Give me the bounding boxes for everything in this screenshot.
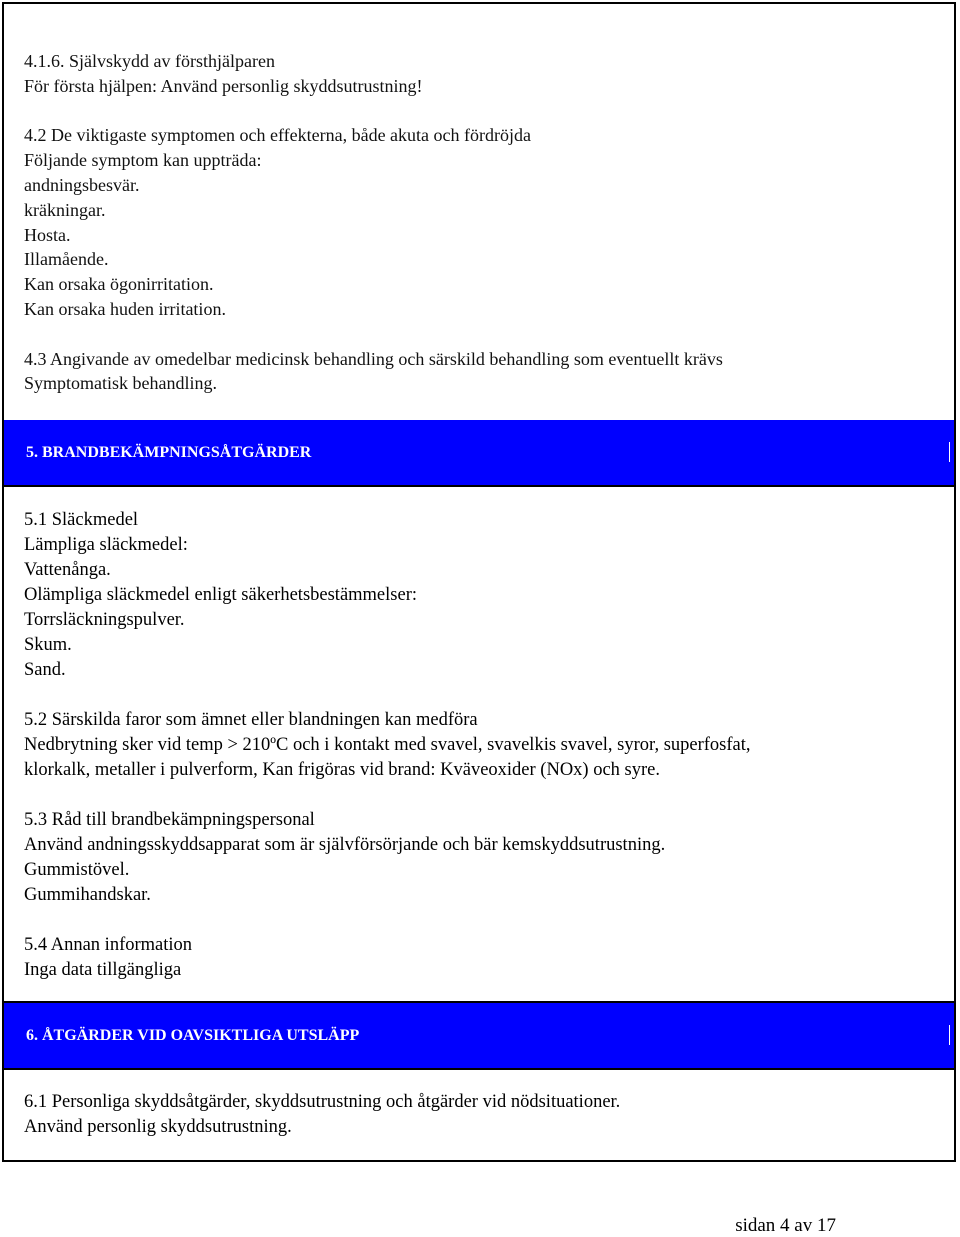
- unsuitable-extinguisher-item: Torrsläckningspulver.: [24, 610, 185, 630]
- symptom-item: Illamående.: [24, 249, 109, 270]
- section-5-content: [24, 508, 751, 983]
- section-4-3-title: 4.3 Angivande av omedelbar medicinsk behandling och särskild behandling som eventuellt krävs: [24, 348, 723, 369]
- section-4-1-6-title: 4.1.6. Självskydd av försthjälparen: [24, 51, 275, 71]
- section-5-heading-band: [2, 420, 956, 485]
- protective-item: Gummistövel.: [24, 860, 130, 880]
- section-5-2-line: Nedbrytning sker vid temp > 210ºC och i kontakt med svavel, svavelkis svavel, syror, superfosfat,: [24, 735, 751, 755]
- symptom-item: kräkningar.: [24, 199, 106, 220]
- section-5-3-line: Använd andningsskyddsapparat som är självförsörjande och bär kemskyddsutrustning.: [24, 835, 666, 855]
- section-5-4-text: Inga data tillgängliga: [24, 960, 182, 980]
- section-5-2-title: 5.2 Särskilda faror som ämnet eller blandningen kan medföra: [24, 710, 478, 730]
- section-5-2-line: klorkalk, metaller i pulverform, Kan frigöras vid brand: Kväveoxider (NOx) och syre.: [24, 760, 660, 780]
- section-6-1-text: Använd personlig skyddsutrustning.: [24, 1117, 292, 1137]
- unsuitable-extinguisher-label: Olämpliga släckmedel enligt säkerhetsbestämmelser:: [24, 585, 417, 605]
- symptom-item: Hosta.: [24, 224, 71, 245]
- section-5-4-title: 5.4 Annan information: [24, 935, 193, 955]
- suitable-extinguisher-label: Lämpliga släckmedel:: [24, 535, 188, 555]
- band-marker: [949, 442, 950, 462]
- section-5-heading: 5. BRANDBEKÄMPNINGSÅTGÄRDER: [26, 444, 312, 461]
- suitable-extinguisher-value: Vattenånga.: [24, 560, 111, 580]
- symptom-item: Kan orsaka huden irritation.: [24, 298, 226, 319]
- section-6-content: [24, 1090, 620, 1140]
- section-6-heading-band: [2, 1003, 956, 1068]
- section-4-2-title: 4.2 De viktigaste symptomen och effekterna, både akuta och fördröjda: [24, 125, 531, 146]
- page-number: sidan 4 av 17: [735, 1215, 836, 1236]
- section-4-content: [24, 49, 723, 396]
- unsuitable-extinguisher-item: Skum.: [24, 635, 72, 655]
- section-4-3-text: Symptomatisk behandling.: [24, 373, 217, 394]
- section-4-1-6-text: För första hjälpen: Använd personlig skyddsutrustning!: [24, 75, 423, 96]
- symptom-item: andningsbesvär.: [24, 174, 140, 195]
- band-marker: [949, 1025, 950, 1045]
- section-4-2-intro: Följande symptom kan uppträda:: [24, 150, 262, 171]
- unsuitable-extinguisher-item: Sand.: [24, 660, 66, 680]
- section-5-3-title: 5.3 Råd till brandbekämpningspersonal: [24, 810, 315, 830]
- symptom-item: Kan orsaka ögonirritation.: [24, 274, 214, 295]
- section-5-1-title: 5.1 Släckmedel: [24, 510, 139, 530]
- section-6-1-title: 6.1 Personliga skyddsåtgärder, skyddsutrustning och åtgärder vid nödsituationer.: [24, 1092, 621, 1112]
- protective-item: Gummihandskar.: [24, 885, 151, 905]
- section-6-heading: 6. ÅTGÄRDER VID OAVSIKTLIGA UTSLÄPP: [26, 1027, 360, 1044]
